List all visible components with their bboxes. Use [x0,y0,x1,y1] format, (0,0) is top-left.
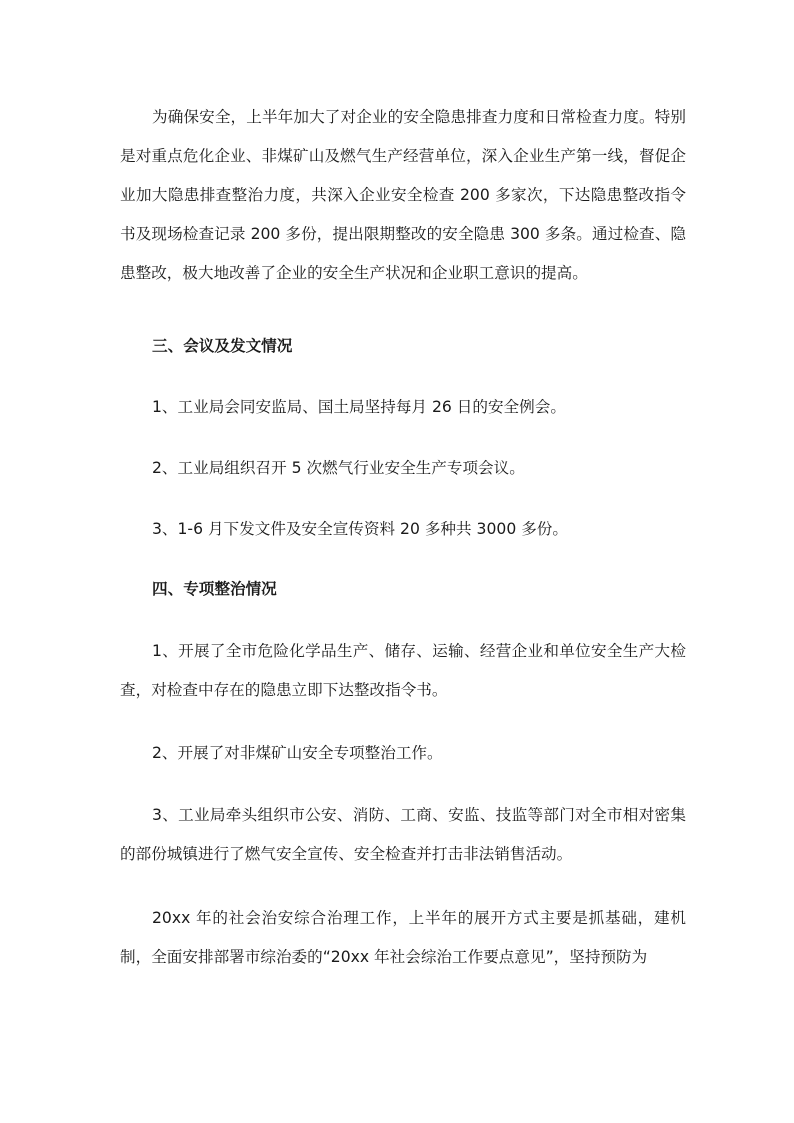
section-heading-meetings: 三、会议及发文情况 [152,337,293,355]
meetings-item-3: 3、1-6 月下发文件及安全宣传资料 20 多种共 3000 多份。 [152,520,568,538]
meetings-item-2: 2、工业局组织召开 5 次燃气行业安全生产专项会议。 [152,459,525,477]
intro-paragraph: 为确保安全，上半年加大了对企业的安全隐患排查力度和日常检查力度。特别是对重点危化企业、非煤矿山及燃气生产经营单位，深入企业生产第一线，督促企业加大隐患排查整治力度，共深入企业安全检查 200 多家次，下达隐患整改指令书及现场检查记录 200 多份，提出限期整改的安全隐患 300 多条。通过检查、隐患整改，极大地改善了企业的安全生产状况和企业职工意识的提高。 [120,108,686,282]
rectification-item-3: 3、工业局牵头组织市公安、消防、工商、安监、技监等部门对全市相对密集的部份城镇进行了燃气安全宣传、安全检查并打击非法销售活动。 [120,806,686,863]
section-heading-rectification: 四、专项整治情况 [152,580,277,598]
rectification-item-2: 2、开展了对非煤矿山安全专项整治工作。 [152,744,443,762]
rectification-item-1: 1、开展了全市危险化学品生产、储存、运输、经营企业和单位安全生产大检查，对检查中存在的隐患立即下达整改指令书。 [120,642,686,699]
closing-paragraph: 20xx 年的社会治安综合治理工作，上半年的展开方式主要是抓基础，建机制，全面安排部署市综治委的“20xx 年社会综治工作要点意见”，坚持预防为 [120,909,686,966]
meetings-item-1: 1、工业局会同安监局、国土局坚持每月 26 日的安全例会。 [152,398,566,416]
